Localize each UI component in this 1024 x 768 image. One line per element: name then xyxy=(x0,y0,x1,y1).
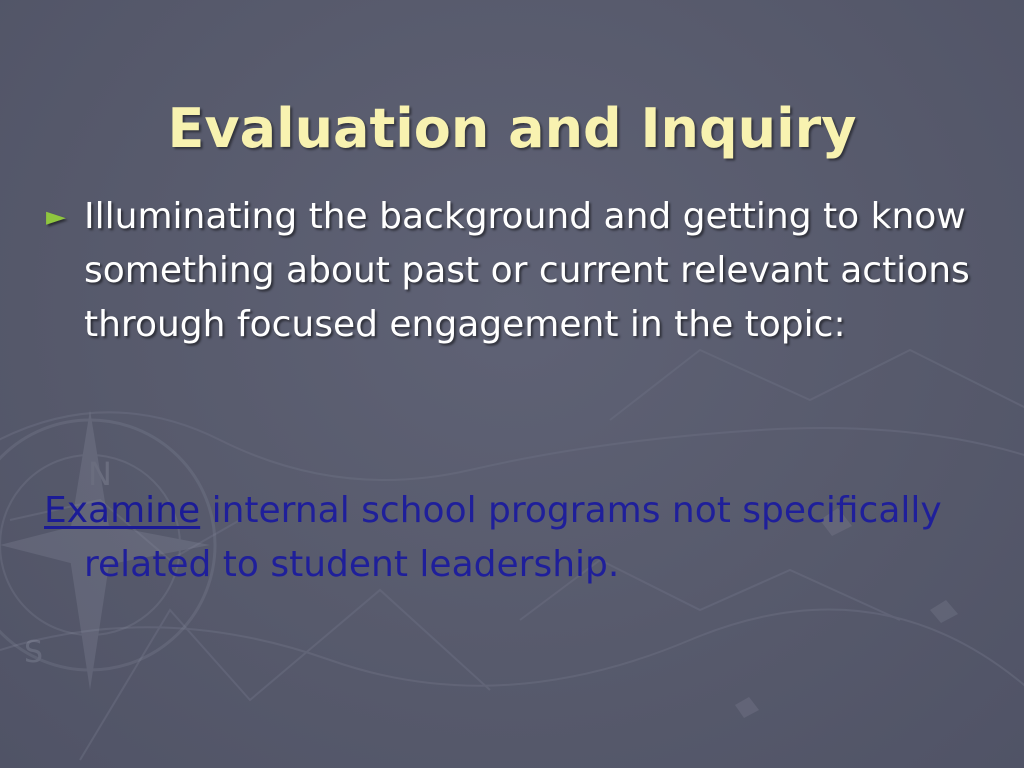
examine-link[interactable]: Examine xyxy=(44,490,201,531)
examine-paragraph xyxy=(44,484,1014,592)
svg-text:N: N xyxy=(88,455,112,493)
right-pointer-icon: ► xyxy=(46,202,66,232)
bullet-item xyxy=(46,190,976,352)
bullet-text: Illuminating the background and getting to know something about past or current relevant actions through focused engagement in the topic: xyxy=(84,196,970,345)
svg-text:S: S xyxy=(24,635,44,670)
examine-text: internal school programs not specifically related to student leadership. xyxy=(84,490,942,585)
slide-title: Evaluation and Inquiry xyxy=(167,97,857,161)
